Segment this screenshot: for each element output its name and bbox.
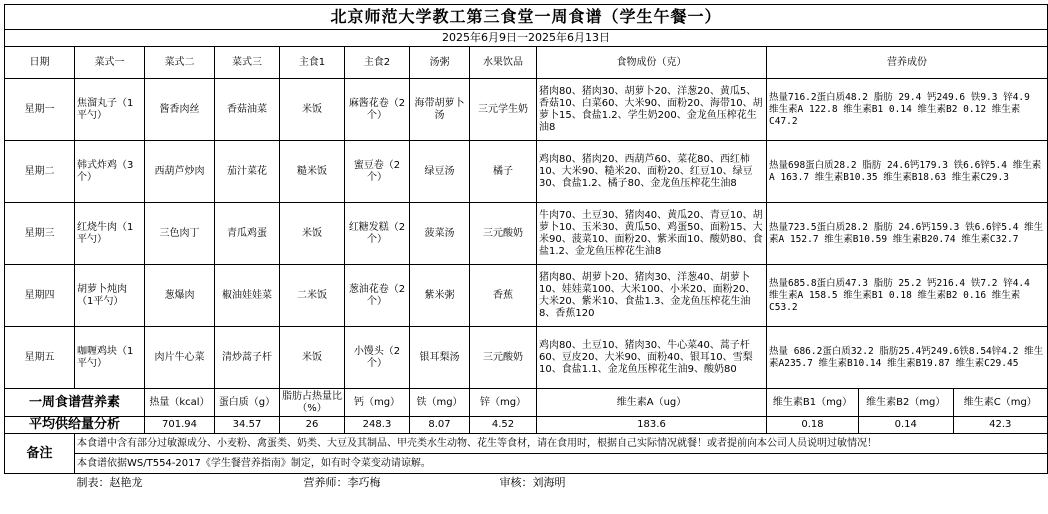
- dish3: 清炒蒿子杆: [215, 327, 280, 389]
- dish3: 香菇油菜: [215, 79, 280, 141]
- soup: 菠菜汤: [410, 203, 470, 265]
- header-staple2: 主食2: [345, 47, 410, 79]
- avg-value: 701.94: [145, 417, 215, 434]
- day-name: 星期五: [5, 327, 75, 389]
- avg-value: 42.3: [989, 419, 1012, 430]
- ingredients: 鸡肉80、土豆10、猪肉30、牛心菜40、蒿子杆60、豆皮20、大米90、面粉40、银耳10、雪梨10、食盐1.1、金龙鱼压榨花生油9、酸奶80: [537, 327, 767, 389]
- drink: 橘子: [470, 141, 537, 203]
- soup: 绿豆汤: [410, 141, 470, 203]
- drink: 香蕉: [470, 265, 537, 327]
- avg-value: 26: [280, 417, 345, 434]
- summary-label: 一周食谱营养素: [5, 389, 145, 417]
- staple1: 二米饭: [280, 265, 345, 327]
- day-row-wed: [5, 203, 1048, 265]
- day-row-mon: [5, 79, 1048, 141]
- summary-col: 维生素C（mg）: [963, 397, 1037, 408]
- day-name: 星期三: [5, 203, 75, 265]
- dish3: 茄汁菜花: [215, 141, 280, 203]
- staple1: 米饭: [280, 327, 345, 389]
- nutrition: 热量698蛋白质28.2 脂肪 24.6钙179.3 铁6.6锌5.4 维生素A 163.7 维生素B10.35 维生素B18.63 维生素C29.3: [767, 141, 1048, 203]
- summary-col: 维生素A（ug）: [537, 389, 767, 417]
- header-soup: 汤粥: [410, 47, 470, 79]
- summary-col: 脂肪占热量比（%）: [280, 389, 345, 417]
- dish3: 椒油娃娃菜: [215, 265, 280, 327]
- header-dish2: 菜式二: [145, 47, 215, 79]
- summary-col: 维生素B2（mg）: [859, 389, 954, 416]
- header-dish3: 菜式三: [215, 47, 280, 79]
- staple2: 麻酱花卷（2个）: [345, 79, 410, 141]
- dish2: 葱爆肉: [145, 265, 215, 327]
- summary-col: 锌（mg）: [470, 389, 537, 417]
- summary-col: 铁（mg）: [410, 389, 470, 417]
- dish1: 焦溜丸子（1平勺）: [75, 79, 145, 141]
- avg-value: 248.3: [345, 417, 410, 434]
- signature-row: [5, 474, 1048, 493]
- nutrition: 热量 686.2蛋白质32.2 脂肪25.4钙249.6铁8.54锌4.2 维生素A235.7 维生素B10.14 维生素B19.87 维生素C29.45: [767, 327, 1048, 389]
- day-name: 星期二: [5, 141, 75, 203]
- dish2: 三色肉丁: [145, 203, 215, 265]
- notes-label: 备注: [5, 434, 75, 474]
- drink: 三元酸奶: [470, 327, 537, 389]
- nutrition: 热量723.5蛋白质28.2 脂肪 24.6钙159.3 铁6.6锌5.4 维生素A 152.7 维生素B10.59 维生素B20.74 维生素C32.7: [767, 203, 1048, 265]
- header-nutrition: 营养成份: [767, 47, 1048, 79]
- soup: 紫米粥: [410, 265, 470, 327]
- summary-col: 维生素B1（mg）: [767, 389, 859, 417]
- soup: 银耳梨汤: [410, 327, 470, 389]
- nutrition: 热量685.8蛋白质47.3 脂肪 25.2 钙216.4 铁7.2 锌4.4 维生素A 158.5 维生素B1 0.18 维生素B2 0.16 维生素C53.2: [767, 265, 1048, 327]
- signature-nutritionist: 营养师：李巧梅: [303, 476, 381, 489]
- ingredients: 牛肉70、土豆30、猪肉40、黄瓜20、青豆10、胡萝卜10、玉米30、黄瓜50、鸡蛋50、面粉15、大米90、菠菜10、面粉20、紫米面10、酸奶80、食盐1.2、金龙鱼压榨花生油8: [537, 203, 767, 265]
- date-range: 2025年6月9日一2025年6月13日: [5, 30, 1048, 47]
- summary-col: 钙（mg）: [345, 389, 410, 417]
- dish2: 西葫芦炒肉: [145, 141, 215, 203]
- soup: 海带胡萝卜汤: [410, 79, 470, 141]
- header-row: [5, 47, 1048, 79]
- signature-maker: 制表：赵艳龙: [76, 476, 143, 489]
- avg-label: 平均供给量分析: [5, 417, 145, 434]
- staple2: 蜜豆卷（2个）: [345, 141, 410, 203]
- ingredients: 猪肉80、胡萝卜20、猪肉30、洋葱40、胡萝卜10、娃娃菜100、大米100、小米20、面粉20、大米20、紫米10、食盐1.3、金龙鱼压榨花生油8、香蕉120: [537, 265, 767, 327]
- staple1: 糙米饭: [280, 141, 345, 203]
- day-name: 星期四: [5, 265, 75, 327]
- dish2: 酱香肉丝: [145, 79, 215, 141]
- summary-values-row: [5, 417, 1048, 434]
- page-title: 北京师范大学教工第三食堂一周食谱（学生午餐一）: [5, 5, 1048, 30]
- ingredients: 猪肉80、猪肉30、胡萝卜20、洋葱20、黄瓜5、香菇10、白菜60、大米90、面粉20、海带10、胡萝卜15、食盐1.2、学生奶200、金龙鱼压榨花生油8: [537, 79, 767, 141]
- notes-line-1: 本食谱中含有部分过敏源成分、小麦粉、禽蛋类、奶类、大豆及其制品、甲壳类水生动物、花生等食材，请在食用时，根据自己实际情况就餐！或者提前向本公司人员说明过敏情况！: [75, 434, 1048, 454]
- notes-row-2: [5, 454, 1048, 474]
- day-row-thu: [5, 265, 1048, 327]
- dish1: 韩式炸鸡（3个）: [75, 141, 145, 203]
- avg-value: 0.18: [767, 417, 859, 434]
- summary-col: 蛋白质（g）: [215, 389, 280, 417]
- avg-value: 8.07: [410, 417, 470, 434]
- header-drink: 水果饮品: [470, 47, 537, 79]
- summary-header-row: [5, 389, 1048, 417]
- day-row-fri: [5, 327, 1048, 389]
- day-name: 星期一: [5, 79, 75, 141]
- dish3: 青瓜鸡蛋: [215, 203, 280, 265]
- dish2: 肉片牛心菜: [145, 327, 215, 389]
- header-staple1: 主食1: [280, 47, 345, 79]
- dish1: 咖喱鸡块（1平勺）: [75, 327, 145, 389]
- day-row-tue: [5, 141, 1048, 203]
- staple1: 米饭: [280, 203, 345, 265]
- menu-table: [4, 4, 1048, 492]
- header-dish1: 菜式一: [75, 47, 145, 79]
- notes-line-2: 本食谱依据WS/T554-2017《学生餐营养指南》制定，如有时令菜变动请谅解。: [75, 454, 1048, 474]
- drink: 三元酸奶: [470, 203, 537, 265]
- ingredients: 鸡肉80、猪肉20、西葫芦60、菜花80、西红柿10、大米90、糙米20、面粉20、红豆10、绿豆30、食盐1.2、橘子80、金龙鱼压榨花生油8: [537, 141, 767, 203]
- staple1: 米饭: [280, 79, 345, 141]
- avg-value: 183.6: [537, 417, 767, 434]
- nutrition: 热量716.2蛋白质48.2 脂肪 29.4 钙249.6 铁9.3 锌4.9 维生素A 122.8 维生素B1 0.14 维生素B2 0.12 维生素C47.2: [767, 79, 1048, 141]
- summary-col: 热量（kcal）: [145, 389, 215, 417]
- header-ingredients: 食物成份（克）: [537, 47, 767, 79]
- avg-value: 4.52: [470, 417, 537, 434]
- avg-value: 34.57: [215, 417, 280, 434]
- avg-value: 0.14: [859, 417, 954, 433]
- header-date: 日期: [5, 47, 75, 79]
- staple2: 红糖发糕（2个）: [345, 203, 410, 265]
- staple2: 葱油花卷（2个）: [345, 265, 410, 327]
- dish1: 红烧牛肉（1平勺）: [75, 203, 145, 265]
- staple2: 小馒头（2个）: [345, 327, 410, 389]
- summary-col-b2c: [859, 389, 1048, 417]
- avg-value-b2c: [859, 417, 1048, 434]
- notes-row-1: [5, 434, 1048, 454]
- drink: 三元学生奶: [470, 79, 537, 141]
- dish1: 胡萝卜炖肉（1平勺）: [75, 265, 145, 327]
- signature-reviewer: 审核：刘海明: [499, 476, 566, 489]
